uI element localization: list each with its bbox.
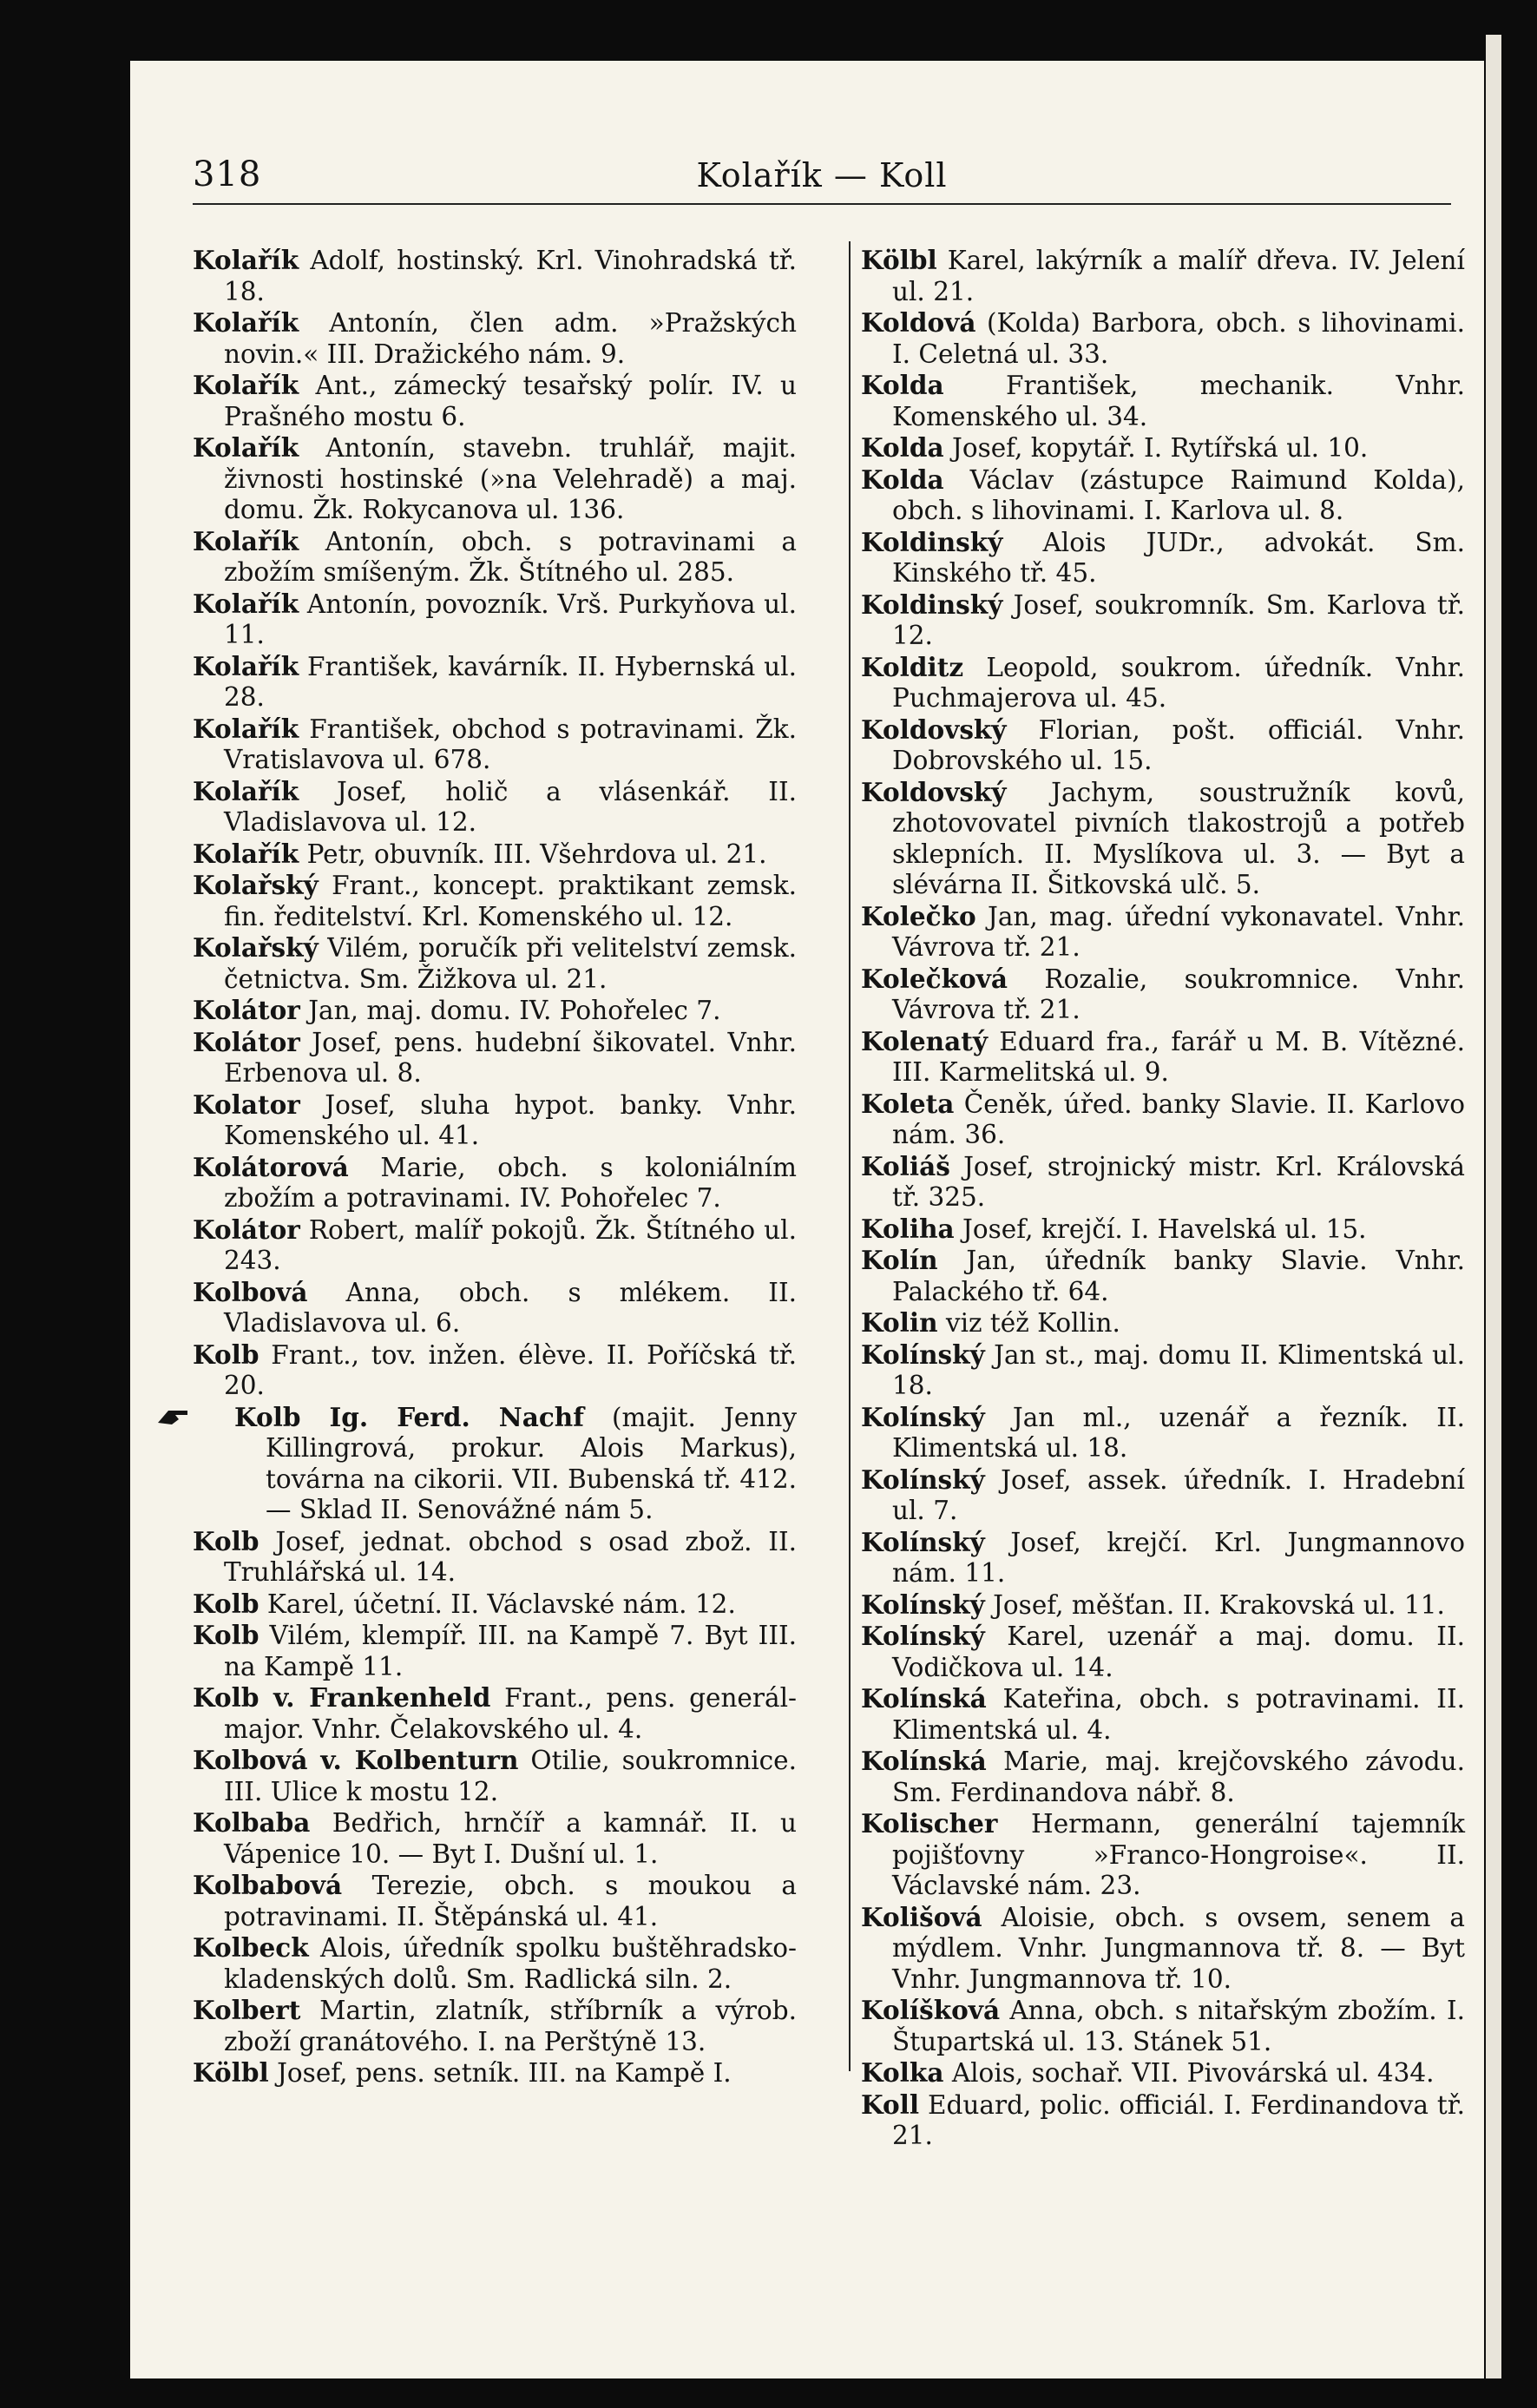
entry-name: Kolín [861,1245,938,1275]
entry-name: Kolbová v. Kolbenturn [193,1745,519,1775]
entry-name: Kolenatý [861,1025,988,1056]
directory-entry [861,1683,1465,1746]
entry-name: Kolařík [193,775,299,806]
entry-name: Kolařík [193,307,299,338]
entry-details: Rozalie, soukromnice. Vnhr. Vávrova tř. 21. [892,964,1465,1024]
page-number: 318 [193,155,262,194]
entry-details: František, kavárník. II. Hybernská ul. 28. [224,651,797,712]
entry-name: Kölbl [193,2057,269,2088]
entry-details: Aloisie, obch. s ovsem, senem a mýdlem. Vnhr. Jungmannova tř. 8. — Byt Vnhr. Jungmannova tř. 10. [892,1902,1465,1994]
directory-entry [861,527,1465,589]
entry-name: Kolišová [861,1901,982,1932]
facing-page-edge [1486,35,1501,2378]
directory-entry [193,1152,797,1214]
entry-details: Frant., koncept. praktikant zemsk. fin. ředitelství. Krl. Komenského ul. 12. [224,871,797,931]
entry-details: Eduard, polic. officiál. I. Ferdinandova tř. 21. [892,2089,1465,2150]
directory-entry [193,1339,797,1402]
directory-entry [193,870,797,932]
entry-name: Kolařský [193,870,319,900]
directory-entry [193,1932,797,1995]
directory-entry [861,1089,1465,1151]
entry-name: Kolátor [193,1214,300,1245]
directory-entry [861,1151,1465,1214]
entry-name: Kolin [861,1307,938,1338]
entry-details: Antonín, stavebn. truhlář, majit. živnosti hostinské (»na Velehradě) a maj. domu. Žk. Rokycanova ul. 136. [224,433,797,524]
directory-entry [861,1746,1465,1808]
entry-details: Karel, uzenář a maj. domu. II. Vodičkova ul. 14. [892,1622,1465,1682]
entry-details: (Kolda) Barbora, obch. s lihovinami. I. Celetná ul. 33. [892,308,1465,369]
entry-details: Karel, lakýrník a malíř dřeva. IV. Jelení ul. 21. [892,246,1465,306]
directory-entry [193,1402,797,1526]
entry-name: Kolařík [193,370,299,400]
entry-details: Josef, holič a vlásenkář. II. Vladislavova ul. 12. [224,776,797,837]
entry-details: Adolf, hostinský. Krl. Vinohradská tř. 18. [224,246,797,306]
directory-entry [861,1464,1465,1527]
directory-entry [193,2057,797,2089]
entry-name: Kolařík [193,245,299,275]
entry-details: Václav (zástupce Raimund Kolda), obch. s lihovinami. I. Karlova ul. 8. [892,464,1465,525]
header-rule [193,203,1451,205]
entry-name: Koleta [861,1088,955,1119]
entry-details: Hermann, generální tajemník pojišťovny »Franco-Hongroise«. II. Václavské nám. 23. [892,1809,1465,1900]
entry-details: Martin, zlatník, stříbrník a výrob. zboží granátového. I. na Perštýně 13. [224,1996,797,2056]
entry-details: Čeněk, úřed. banky Slavie. II. Karlovo nám. 36. [892,1089,1465,1149]
entry-name: Kolb [193,1525,259,1556]
entry-name: Kolb Ig. Ferd. Nachf [234,1401,584,1432]
entry-name: Koliha [861,1213,955,1244]
directory-entry [861,245,1465,307]
entry-name: Kolečková [861,963,1008,994]
directory-entry [193,1682,797,1745]
entry-details: Ant., zámecký tesařský polír. IV. u Prašného mostu 6. [224,371,797,431]
directory-entry [193,839,797,871]
entry-details: Jan st., maj. domu II. Klimentská ul. 18. [892,1339,1465,1400]
entry-details: (majit. Jenny Killingrová, prokur. Alois Markus), továrna na cikorii. VII. Bubenská tř. 412. — Sklad II. Senovážné nám 5. [266,1402,797,1524]
entry-details: Josef, jednat. obchod s osad zbož. II. Truhlářská ul. 14. [224,1526,797,1587]
entry-name: Kolínská [861,1746,987,1776]
directory-entry [193,370,797,432]
entry-details: Marie, obch. s koloniálním zbožím a potravinami. IV. Pohořelec 7. [224,1152,797,1213]
directory-entry [193,1589,797,1621]
entry-name: Kolínský [861,1464,985,1495]
directory-entry [861,1402,1465,1464]
entry-name: Kolátor [193,995,300,1025]
directory-entry [861,777,1465,901]
directory-entry [193,245,797,307]
directory-entry [861,1026,1465,1089]
entry-name: Koldová [861,307,976,338]
entry-details: Anna, obch. s mlékem. II. Vladislavova ul. 6. [224,1277,797,1338]
entry-name: Kolditz [861,651,964,682]
entry-name: Kolínský [861,1526,985,1557]
entry-name: Kölbl [861,245,937,275]
entry-name: Kolátor [193,1026,300,1057]
entry-name: Kolínská [861,1683,987,1714]
directory-entry [193,651,797,714]
entry-details: Jan, úředník banky Slavie. Vnhr. Palackého tř. 64. [892,1246,1465,1306]
entry-name: Koldovský [861,714,1007,745]
directory-entry [861,1808,1465,1902]
directory-entry [861,1527,1465,1589]
directory-entry [861,2057,1465,2089]
entry-name: Kolb [193,1588,259,1619]
directory-entry [193,1277,797,1339]
directory-entry [861,2089,1465,2152]
entry-details: Josef, krejčí. Krl. Jungmannovo nám. 11. [892,1527,1465,1588]
directory-entry [193,589,797,651]
entry-details: Leopold, soukrom. úředník. Vnhr. Puchmajerova ul. 45. [892,652,1465,713]
entry-name: Kolínský [861,1589,985,1620]
directory-entry [193,307,797,370]
entry-name: Koldovský [861,776,1007,807]
running-head [193,155,1451,207]
entry-details: František, obchod s potravinami. Žk. Vratislavova ul. 678. [224,714,797,774]
entry-details: Anna, obch. s nitařským zbožím. I. Štupartská ul. 13. Stánek 51. [892,1996,1465,2056]
entry-details: Josef, krejčí. I. Havelská ul. 15. [954,1214,1367,1244]
entry-name: Kolařík [193,650,299,681]
directory-entry [193,1870,797,1932]
directory-entry [861,652,1465,714]
entry-name: Kolbabová [193,1870,343,1900]
entry-name: Kolda [861,464,944,495]
directory-entry [193,1995,797,2057]
entry-details: Josef, sluha hypot. banky. Vnhr. Komenského ul. 41. [224,1089,797,1150]
entry-details: Jan, maj. domu. IV. Pohořelec 7. [299,996,721,1025]
pointing-hand-icon [187,1402,226,1428]
directory-entry [861,432,1465,464]
left-column [193,245,797,2089]
entry-details: Josef, pens. setník. III. na Kampě I. [268,2058,732,2088]
entry-details: Alois, sochař. VII. Pivovárská ul. 434. [943,2058,1435,2088]
entry-name: Kolařík [193,838,299,869]
directory-entry [193,1807,797,1870]
directory-entry [193,1526,797,1589]
directory-entry [861,370,1465,432]
entry-name: Kolařský [193,932,319,963]
entry-details: Alois, úředník spolku buštěhradsko-kladenských dolů. Sm. Radlická siln. 2. [224,1933,797,1994]
running-title: Kolařík — Koll [696,156,948,194]
entry-name: Koliáš [861,1150,950,1181]
entry-details: viz též Kollin. [937,1308,1120,1338]
directory-entry [861,901,1465,964]
directory-entry [193,432,797,526]
directory-entry [861,1995,1465,2057]
directory-entry [861,1339,1465,1402]
entry-name: Koldinský [861,589,1003,620]
entry-name: Kolb [193,1339,259,1370]
directory-entry [193,526,797,589]
entry-name: Kolínský [861,1401,985,1432]
entry-name: Koll [861,2089,920,2120]
entry-name: Kolbeck [193,1932,309,1963]
entry-details: František, mechanik. Vnhr. Komenského ul. 34. [892,371,1465,431]
directory-page [130,61,1484,2378]
directory-entry [193,776,797,839]
entry-details: Jan ml., uzenář a řezník. II. Klimentská ul. 18. [892,1402,1465,1463]
directory-entry [193,1620,797,1682]
entry-details: Antonín, obch. s potravinami a zbožím smíšeným. Žk. Štítného ul. 285. [224,526,797,587]
entry-details: Josef, strojnický mistr. Krl. Královská tř. 325. [892,1151,1465,1212]
directory-entry [193,714,797,776]
entry-details: Petr, obuvník. III. Všehrdova ul. 21. [299,839,767,869]
entry-name: Kolb [193,1620,259,1650]
entry-name: Kolator [193,1089,300,1120]
directory-entry [861,1621,1465,1683]
entry-details: Marie, maj. krejčovského závodu. Sm. Ferdinandova nábř. 8. [892,1747,1465,1807]
directory-entry [861,464,1465,527]
entry-details: Antonín, člen adm. »Pražských novin.« III. Dražického nám. 9. [224,308,797,369]
entry-name: Kolíšková [861,1995,1001,2025]
entry-details: Kateřina, obch. s potravinami. II. Klimentská ul. 4. [892,1684,1465,1745]
directory-entry [193,1089,797,1152]
entry-details: Robert, malíř pokojů. Žk. Štítného ul. 243. [224,1214,797,1275]
directory-entry [861,1245,1465,1307]
entry-details: Frant., pens. generál-major. Vnhr. Čelakovského ul. 4. [224,1683,797,1744]
directory-entry [193,995,797,1027]
right-column [861,245,1465,2152]
entry-details: Josef, kopytář. I. Rytířská ul. 10. [943,433,1369,463]
entry-details: Otilie, soukromnice. III. Ulice k mostu 12. [224,1746,797,1806]
directory-entry [861,1902,1465,1996]
directory-entry [861,1214,1465,1246]
entry-name: Kolka [861,2057,944,2088]
directory-entry [861,964,1465,1026]
entry-name: Kolb v. Frankenheld [193,1682,491,1713]
directory-entry [193,932,797,995]
entry-details: Josef, soukromník. Sm. Karlova tř. 12. [892,589,1465,650]
entry-name: Kolbová [193,1276,308,1307]
entry-details: Josef, pens. hudební šikovatel. Vnhr. Erbenova ul. 8. [224,1027,797,1088]
entry-name: Kolařík [193,588,299,619]
entry-details: Terezie, obch. s moukou a potravinami. II. Štěpánská ul. 41. [224,1871,797,1931]
entry-details: Josef, assek. úředník. I. Hradební ul. 7. [892,1464,1465,1525]
directory-entry [193,1027,797,1089]
entry-name: Kolařík [193,432,299,463]
entry-details: Vilém, klempíř. III. na Kampě 7. Byt III. na Kampě 11. [224,1621,797,1681]
entry-details: Florian, pošt. officiál. Vnhr. Dobrovského ul. 15. [892,714,1465,775]
entry-name: Kolečko [861,900,976,931]
entry-details: Antonín, povozník. Vrš. Purkyňova ul. 11. [224,589,797,649]
entry-details: Bedřich, hrnčíř a kamnář. II. u Vápenice 10. — Byt I. Dušní ul. 1. [224,1808,797,1869]
column-divider [849,241,851,2071]
entry-details: Eduard fra., farář u M. B. Vítězné. III. Karmelitská ul. 9. [892,1026,1465,1087]
directory-entry [861,714,1465,777]
entry-details: Josef, měšťan. II. Krakovská ul. 11. [984,1589,1445,1620]
entry-name: Kolařík [193,713,299,744]
entry-details: Karel, účetní. II. Václavské nám. 12. [259,1589,736,1619]
entry-name: Kolínský [861,1621,985,1651]
entry-name: Kolda [861,370,944,400]
entry-details: Frant., tov. inžen. élève. II. Poříčská tř. 20. [224,1339,797,1400]
entry-details: Alois JUDr., advokát. Sm. Kinského tř. 45. [892,527,1465,588]
entry-name: Kolischer [861,1808,998,1839]
entry-details: Jachym, soustružník kovů, zhotovovatel pivních tlakostrojů a potřeb sklepních. II. Myslíkova ul. 3. — Byt a slévárna II. Šitkovská ulč. 5. [892,777,1465,899]
directory-entry [193,1214,797,1277]
directory-entry [861,1589,1465,1622]
directory-entry [861,307,1465,370]
directory-entry [193,1745,797,1807]
entry-name: Kolařík [193,525,299,556]
directory-entry [861,589,1465,652]
entry-name: Kolátorová [193,1151,349,1182]
entry-name: Koldinský [861,526,1003,557]
entry-name: Kolbert [193,1995,301,2025]
entry-name: Kolínský [861,1339,985,1370]
entry-name: Kolbaba [193,1807,311,1838]
entry-name: Kolda [861,432,944,463]
directory-entry [861,1307,1465,1339]
entry-details: Vilém, poručík při velitelství zemsk. četnictva. Sm. Žižkova ul. 21. [224,933,797,994]
entry-details: Jan, mag. úřední vykonavatel. Vnhr. Vávrova tř. 21. [892,901,1465,962]
